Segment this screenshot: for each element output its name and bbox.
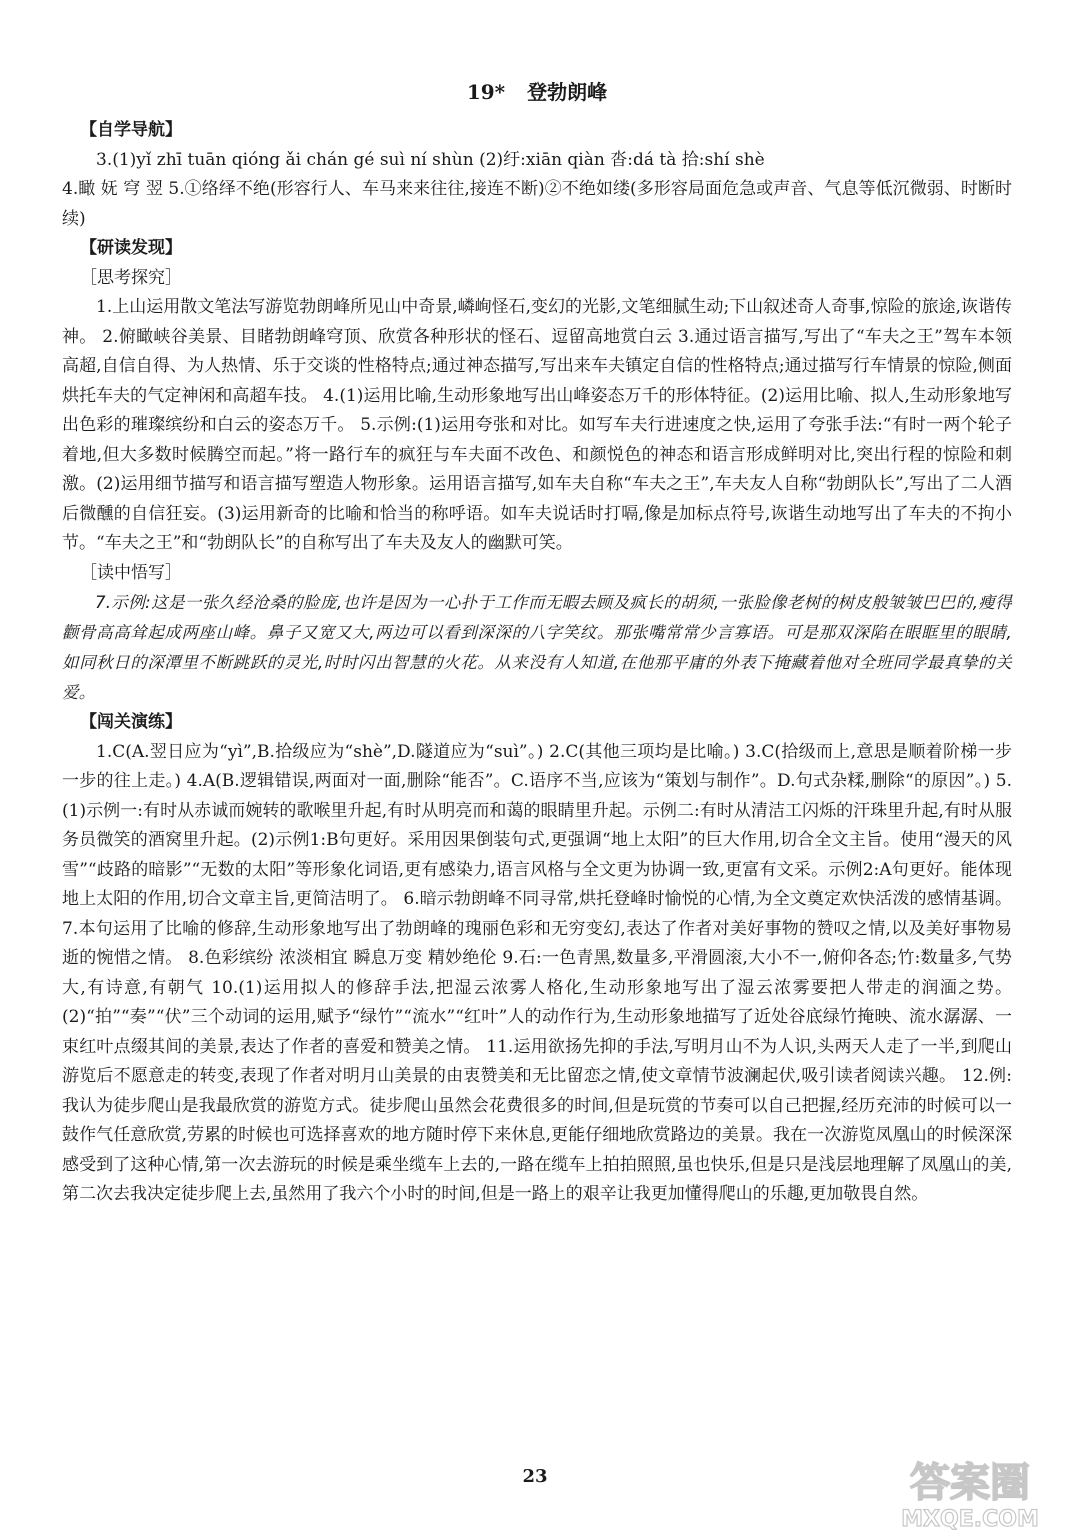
- section-heading-self-study: 【自学导航】: [80, 120, 182, 140]
- lesson-number: 19*: [466, 80, 506, 104]
- thinking-paragraph: 1.上山运用散文笔法写游览勃朗峰所见山中奇景,嶙峋怪石,变幻的光影,文笔细腻生动;下山叙述奇人奇事,惊险的旅途,诙谐传神。 2.俯瞰峡谷美景、目睹勃朗峰穹顶、欣赏各种形状的怪石、逗留高地赏白云 3.通过语言描写,写出了“车夫之王”驾车本领高超,自信自得、为人热情、乐于交谈的性格特点;通过神态描写,写出来车夫镇定自信的性格特点;通过描写行车情景的惊险,侧面烘托车夫的气定神闲和高超车技。 4.(1)运用比喻,生动形象地写出山峰姿态万千的形体特征。(2)运用比喻、拟人,生动形象地写出色彩的璀璨缤纷和白云的姿态万千。 5.示例:(1)运用夸张和对比。如写车夫行进速度之快,运用了夸张手法:“有时一两个轮子着地,但大多数时候腾空而起。”将一路行车的疯狂与车夫面不改色、和颜悦色的神态和语言形成鲜明对比,突出行程的惊险和刺激。(2)运用细节描写和语言描写塑造人物形象。运用语言描写,如车夫自称“车夫之王”,车夫友人自称“勃朗队长”,写出了二人酒后微醺的自信狂妄。(3)运用新奇的比喻和恰当的称呼语。如车夫说话时打嗝,像是加标点符号,诙谐生动地写出了车夫的不拘小节。“车夫之王”和“勃朗队长”的自称写出了车夫及友人的幽默可笑。: [62, 297, 1012, 553]
- watermark-text-top: 答案圈: [910, 1460, 1030, 1506]
- section-heading-study-findings: 【研读发现】: [80, 238, 182, 258]
- self-study-paragraph-1: 3.(1)yǐ zhī tuān qióng ǎi chán gé suì ní shùn (2)纡:xiān qiàn 沓:dá tà 拾:shí shè: [96, 149, 765, 170]
- subheading-reading-writing: ［读中悟写］: [80, 562, 182, 583]
- section-heading-practice: 【闯关演练】: [80, 712, 182, 732]
- self-study-paragraph-2: 4.瞰 妩 穹 翌 5.①络绎不绝(形容行人、车马来来往往,接连不断)②不绝如缕(多形容局面危急或声音、气息等低沉微弱、时断时续): [62, 179, 1012, 229]
- practice-paragraph: 1.C(A.翌日应为“yì”,B.拾级应为“shè”,D.隧道应为“suì”。) 2.C(其他三项均是比喻。) 3.C(拾级而上,意思是顺着阶梯一步一步的往上走。) 4.A(B.逻辑错误,两面对一面,删除“能否”。C.语序不当,应该为“策划与制作”。D.句式杂糅,删除“的原因”。) 5.(1)示例一:有时从赤诚而婉转的歌喉里升起,有时从明亮而和蔼的眼睛里升起。示例二:有时从清洁工闪烁的汗珠里升起,有时从服务员微笑的酒窝里升起。(2)示例1:B句更好。采用因果倒装句式,更强调“地上太阳”的巨大作用,切合全文主旨。使用“漫天的风雪”“歧路的暗影”“无数的太阳”等形象化词语,更有感染力,语言风格与全文更为协调一致,更富有文采。示例2:A句更好。能体现地上太阳的作用,切合文章主旨,更简洁明了。 6.暗示勃朗峰不同寻常,烘托登峰时愉悦的心情,为全文奠定欢快活泼的感情基调。 7.本句运用了比喻的修辞,生动形象地写出了勃朗峰的瑰丽色彩和无穷变幻,表达了作者对美好事物的赞叹之情,以及美好事物易逝的惋惜之情。 8.色彩缤纷 浓淡相宜 瞬息万变 精妙绝伦 9.石:一色青黑,数量多,平滑圆滚,大小不一,俯仰各态;竹:数量多,气势大,有诗意,有朝气 10.(1)运用拟人的修辞手法,把湿云浓雾人格化,生动形象地写出了湿云浓雾要把人带走的润湎之势。(2)“拍”“奏”“伏”三个动词的运用,赋予“绿竹”“流水”“红叶”人的动作行为,生动形象地描写了近处谷底绿竹掩映、流水潺潺、一束红叶点缀其间的美景,表达了作者的喜爱和赞美之情。 11.运用欲扬先抑的手法,写明月山不为人识,头两天人走了一半,到爬山游览后不愿意走的转变,表现了作者对明月山美景的由衷赞美和无比留恋之情,使文章情节波澜起伏,吸引读者阅读兴趣。 12.例:我认为徒步爬山是我最欣赏的游览方式。徒步爬山虽然会花费很多的时间,但是玩赏的节奏可以自己把握,经历充沛的时候可以一鼓作气任意欣赏,劳累的时候也可选择喜欢的地方随时停下来休息,更能仔细地欣赏路边的美景。我在一次游览凤凰山的时候深深感受到了这种心情,第一次去游玩的时候是乘坐缆车上去的,一路在缆车上拍拍照照,虽也快乐,但是只是浅层地理解了凤凰山的美,第二次去我决定徒步爬上去,虽然用了我六个小时的时间,但是一路上的艰辛让我更加懂得爬山的乐趣,更加敬畏自然。: [62, 741, 1012, 1204]
- page-title: [62, 78, 1012, 106]
- document-page: [62, 78, 1012, 1210]
- page-number: 23: [522, 1466, 548, 1487]
- watermark-text-bottom: MXQE.COM: [901, 1507, 1039, 1532]
- watermark-logo: [880, 1448, 1060, 1532]
- handwritten-example-paragraph: 7.示例:这是一张久经沧桑的脸庞,也许是因为一心扑于工作而无暇去顾及疯长的胡须,一张脸像老树的树皮般皱皱巴巴的,瘦得颧骨高高耸起成两座山峰。鼻子又宽又大,两边可以看到深深的八字笑纹。那张嘴常常少言寡语。可是那双深陷在眼眶里的眼睛,如同秋日的深潭里不断跳跃的灵光,时时闪出智慧的火花。从来没有人知道,在他那平庸的外表下掩藏着他对全班同学最真挚的关爱。: [62, 593, 1012, 702]
- subheading-thinking: ［思考探究］: [80, 267, 182, 288]
- lesson-title: 登勃朗峰: [527, 80, 608, 104]
